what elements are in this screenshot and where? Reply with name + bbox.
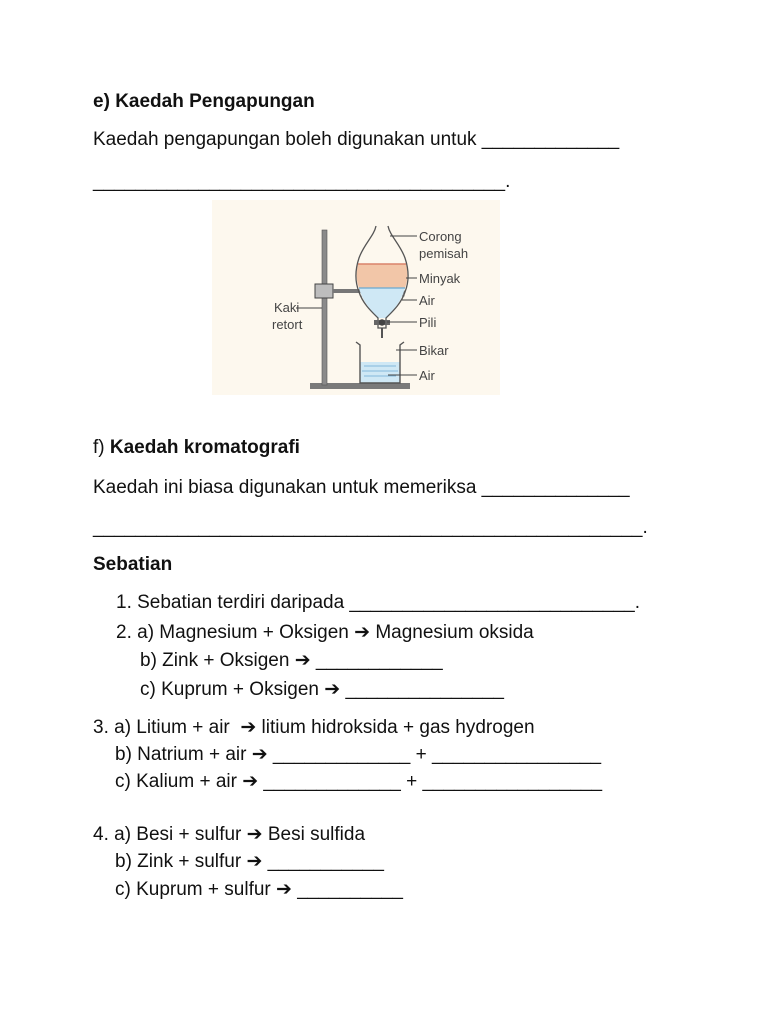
section-f-blank: ____________________________________________________. xyxy=(93,517,648,538)
section-e-sentence: Kaedah pengapungan boleh digunakan untuk _____________ xyxy=(93,129,620,150)
label-pili: Pili xyxy=(419,315,437,330)
label-retort: retort xyxy=(272,317,303,332)
question-3b: b) Natrium + air ➔ _____________ + ________________ xyxy=(115,744,602,765)
section-f-sentence: Kaedah ini biasa digunakan untuk memeriksa ______________ xyxy=(93,477,630,498)
sebatian-title: Sebatian xyxy=(93,554,173,575)
label-pemisah: pemisah xyxy=(419,246,469,261)
beaker-water xyxy=(360,362,400,383)
label-minyak: Minyak xyxy=(419,271,461,286)
question-2a: 2. a) Magnesium + Oksigen ➔ Magnesium oksida xyxy=(116,622,534,643)
question-1: 1. Sebatian terdiri daripada ___________________________. xyxy=(116,592,641,613)
oil-layer xyxy=(357,264,408,288)
question-4c: c) Kuprum + sulfur ➔ __________ xyxy=(115,879,403,900)
arrow-icon: ➔ xyxy=(276,879,292,900)
section-e-heading xyxy=(93,90,315,114)
section-f-title: Kaedah kromatografi xyxy=(109,437,300,458)
arrow-icon: ➔ xyxy=(294,650,311,671)
section-e-label: e) xyxy=(93,91,110,112)
section-e-blank: _______________________________________. xyxy=(93,171,511,192)
question-3a: 3. a) Litium + air ➔ litium hidroksida + gas hydrogen xyxy=(93,717,535,738)
separating-funnel-figure xyxy=(212,200,500,395)
stand-rod xyxy=(322,230,327,385)
label-bikar: Bikar xyxy=(419,343,449,358)
arrow-icon: ➔ xyxy=(240,717,257,738)
section-e-title: Kaedah Pengapungan xyxy=(115,91,315,112)
question-3c: c) Kalium + air ➔ _____________ + _________________ xyxy=(115,771,603,792)
label-air-bottom: Air xyxy=(419,368,435,383)
section-f-heading xyxy=(93,436,300,460)
arrow-icon: ➔ xyxy=(354,622,371,643)
clamp-boss xyxy=(315,284,333,298)
water-layer xyxy=(359,288,405,318)
question-4b: b) Zink + sulfur ➔ ___________ xyxy=(115,851,384,872)
arrow-icon: ➔ xyxy=(242,771,259,792)
label-kaki: Kaki xyxy=(274,300,300,315)
arrow-icon: ➔ xyxy=(324,679,341,700)
label-corong: Corong xyxy=(419,229,462,244)
arrow-icon: ➔ xyxy=(246,824,263,845)
arrow-icon: ➔ xyxy=(251,744,268,765)
label-air-top: Air xyxy=(419,293,435,308)
arrow-icon: ➔ xyxy=(246,851,263,872)
section-f-label: f) xyxy=(93,437,105,458)
question-2c: c) Kuprum + Oksigen ➔ _______________ xyxy=(140,679,504,700)
question-4a: 4. a) Besi + sulfur ➔ Besi sulfida xyxy=(93,824,366,845)
question-2b: b) Zink + Oksigen ➔ ____________ xyxy=(140,650,443,671)
